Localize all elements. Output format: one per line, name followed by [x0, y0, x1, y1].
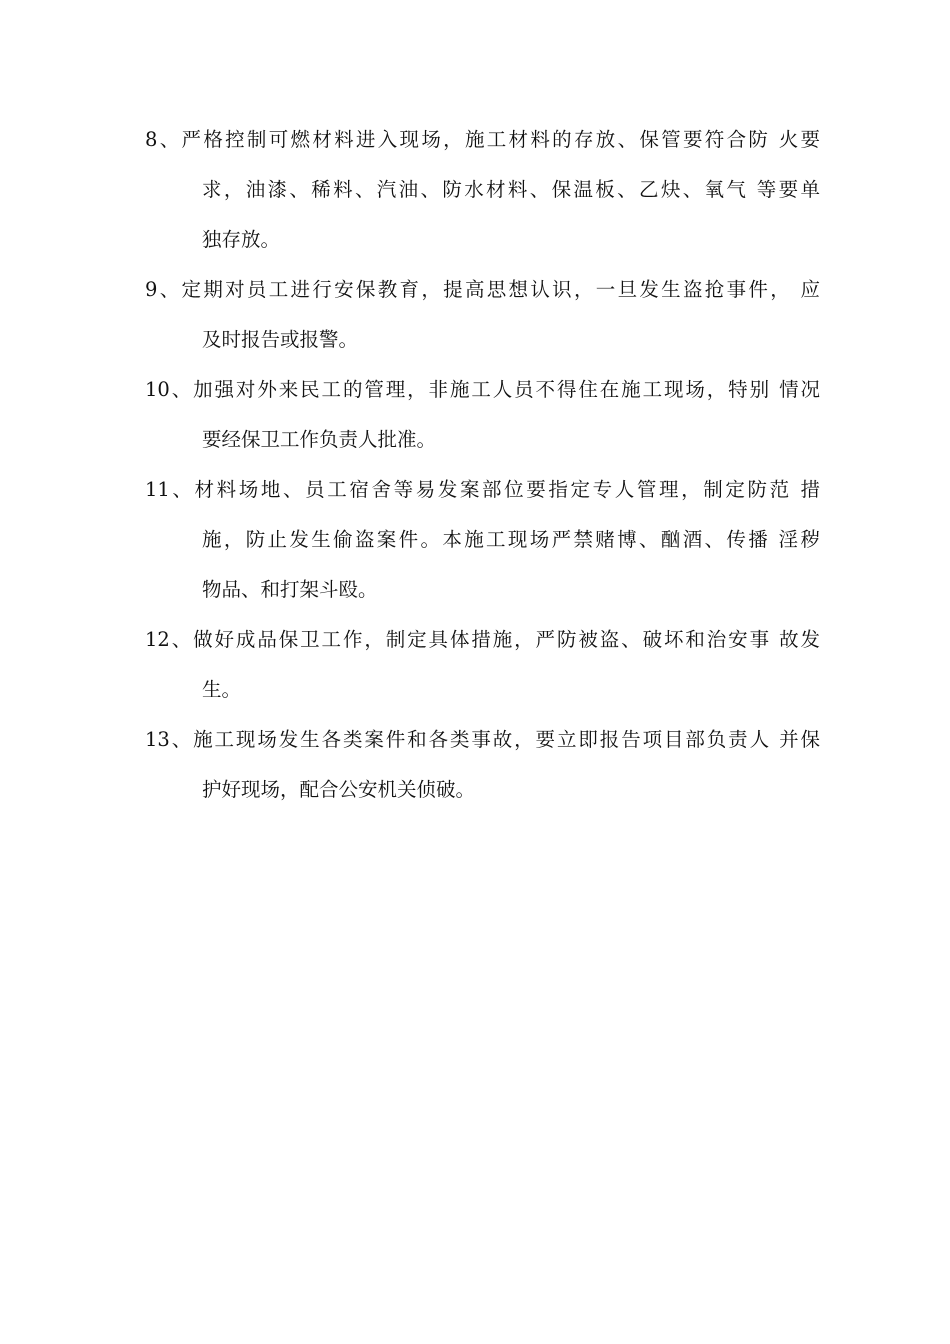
item-line: 11、材料场地、员工宿舍等易发案部位要指定专人管理，制定防范 措 [145, 478, 820, 501]
item-line: 10、加强对外来民工的管理，非施工人员不得住在施工现场，特别 情况 [145, 378, 820, 401]
item-line: 12、做好成品保卫工作，制定具体措施，严防被盗、破坏和治安事 故发 [145, 628, 820, 651]
item-line: 8、严格控制可燃材料进入现场，施工材料的存放、保管要符合防 火要 [145, 128, 820, 151]
item-line: 13、施工现场发生各类案件和各类事故，要立即报告项目部负责人 并保 [145, 728, 820, 751]
list-item-9 [145, 265, 820, 365]
list-item-13 [145, 715, 820, 815]
list-item-10 [145, 365, 820, 465]
item-line: 施，防止发生偷盗案件。本施工现场严禁赌博、酗酒、传播 淫秽 [202, 528, 820, 551]
item-line: 生。 [202, 678, 242, 701]
item-line: 及时报告或报警。 [202, 328, 359, 351]
item-line: 护好现场，配合公安机关侦破。 [202, 778, 476, 801]
item-line: 9、定期对员工进行安保教育，提高思想认识，一旦发生盗抢事件， 应 [145, 278, 820, 301]
list-item-11 [145, 465, 820, 615]
list-item-8 [145, 115, 820, 265]
item-line: 物品、和打架斗殴。 [202, 578, 378, 601]
item-line: 要经保卫工作负责人批准。 [202, 428, 437, 451]
item-line: 求，油漆、稀料、汽油、防水材料、保温板、乙炔、氧气 等要单 [202, 178, 820, 201]
item-line: 独存放。 [202, 228, 281, 251]
list-item-12 [145, 615, 820, 715]
